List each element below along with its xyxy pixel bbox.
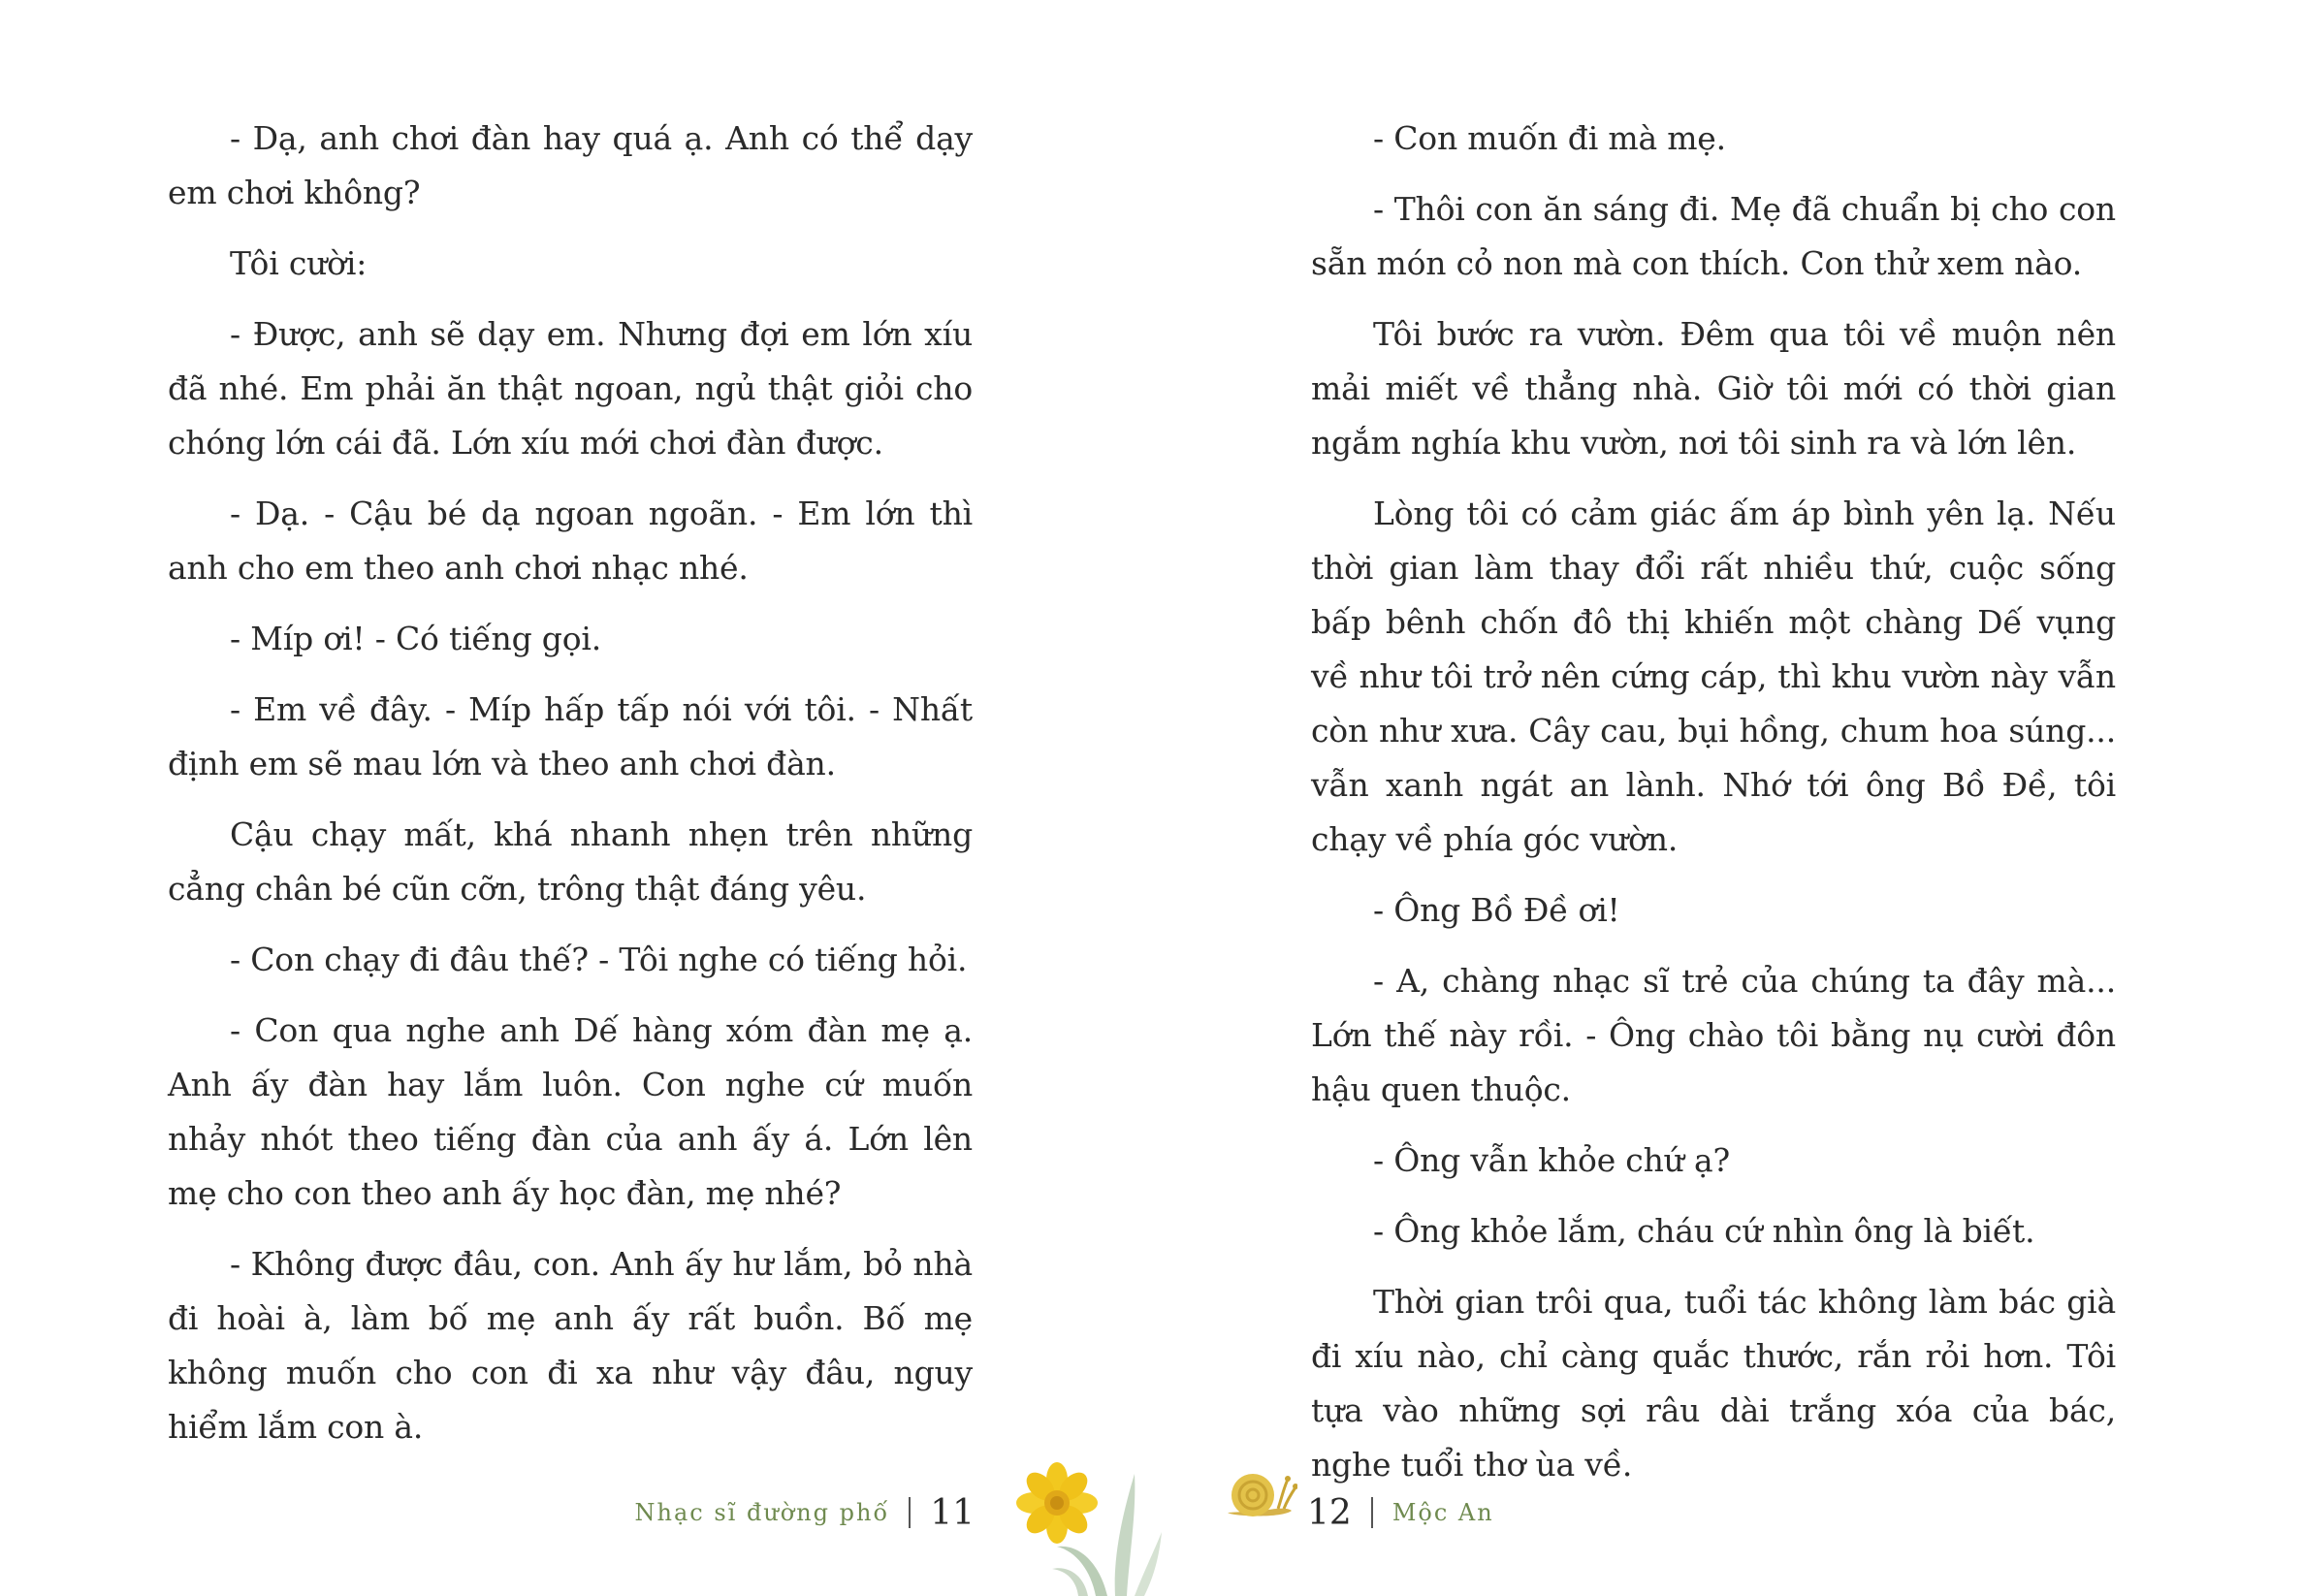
yellow-flower-icon [999, 1454, 1164, 1596]
paragraph: - Con muốn đi mà mẹ. [1373, 119, 1726, 157]
running-head-author: Mộc An [1391, 1499, 1494, 1526]
paragraph: - A, chàng nhạc sĩ trẻ của chúng ta đây mà... Lớn thế này rồi. - Ông chào tôi bằng nụ cười đôn hậu quen thuộc. [1311, 962, 2116, 1108]
page-number-right: 12 [1307, 1492, 1352, 1533]
paragraph: Thời gian trôi qua, tuổi tác không làm bác già đi xíu nào, chỉ càng quắc thước, rắn rỏi hơn. Tôi tựa vào những sợi râu dài trắng xóa của bác, nghe tuổi thơ ùa về. [1311, 1283, 2116, 1484]
footer-divider [1371, 1497, 1373, 1528]
paragraph: - Dạ, anh chơi đàn hay quá ạ. Anh có thể dạy em chơi không? [168, 119, 973, 211]
left-page [168, 112, 973, 1471]
paragraph: - Con chạy đi đâu thế? - Tôi nghe có tiếng hỏi. [230, 941, 968, 978]
paragraph: - Míp ơi! - Có tiếng gọi. [230, 620, 602, 657]
paragraph: - Thôi con ăn sáng đi. Mẹ đã chuẩn bị cho con sẵn món cỏ non mà con thích. Con thử xem nào. [1311, 190, 2116, 282]
right-page-footer [1307, 1488, 1494, 1537]
paragraph: - Không được đâu, con. Anh ấy hư lắm, bỏ nhà đi hoài à, làm bố mẹ anh ấy rất buồn. Bố mẹ không muốn cho con đi xa như vậy đâu, nguy hiểm lắm con à. [168, 1245, 973, 1446]
running-head-title: Nhạc sĩ đường phố [634, 1499, 890, 1526]
paragraph: Lòng tôi có cảm giác ấm áp bình yên lạ. Nếu thời gian làm thay đổi rất nhiều thứ, cuộc sống bấp bênh chốn đô thị khiến một chàng Dế vụng về như tôi trở nên cứng cáp, thì khu vườn này vẫn còn như xưa. Cây cau, bụi hồng, chum hoa súng... vẫn xanh ngát an lành. Nhớ tới ông Bồ Đề, tôi chạy về phía góc vườn. [1311, 495, 2116, 858]
paragraph: Cậu chạy mất, khá nhanh nhẹn trên những cẳng chân bé cũn cỡn, trông thật đáng yêu. [168, 815, 973, 908]
snail-icon [1224, 1468, 1297, 1522]
paragraph: - Được, anh sẽ dạy em. Nhưng đợi em lớn xíu đã nhé. Em phải ăn thật ngoan, ngủ thật giỏi cho chóng lớn cái đã. Lớn xíu mới chơi đàn được. [168, 315, 973, 462]
paragraph: Tôi cười: [230, 244, 368, 282]
paragraph: - Ông khỏe lắm, cháu cứ nhìn ông là biết. [1373, 1212, 2035, 1250]
paragraph: - Em về đây. - Míp hấp tấp nói với tôi. - Nhất định em sẽ mau lớn và theo anh chơi đàn. [168, 690, 973, 782]
paragraph: - Ông vẫn khỏe chứ ạ? [1373, 1141, 1730, 1179]
paragraph: - Ông Bồ Đề ơi! [1373, 891, 1620, 929]
page-number-left: 11 [930, 1492, 975, 1533]
paragraph: - Dạ. - Cậu bé dạ ngoan ngoãn. - Em lớn thì anh cho em theo anh chơi nhạc nhé. [168, 495, 973, 587]
right-page [1311, 112, 2116, 1509]
footer-divider [909, 1497, 911, 1528]
left-page-footer [635, 1488, 976, 1537]
paragraph: Tôi bước ra vườn. Đêm qua tôi về muộn nên mải miết về thẳng nhà. Giờ tôi mới có thời gian ngắm nghía khu vườn, nơi tôi sinh ra và lớn lên. [1311, 315, 2116, 462]
paragraph: - Con qua nghe anh Dế hàng xóm đàn mẹ ạ. Anh ấy đàn hay lắm luôn. Con nghe cứ muốn nhảy nhót theo tiếng đàn của anh ấy á. Lớn lên mẹ cho con theo anh ấy học đàn, mẹ nhé? [168, 1011, 973, 1212]
